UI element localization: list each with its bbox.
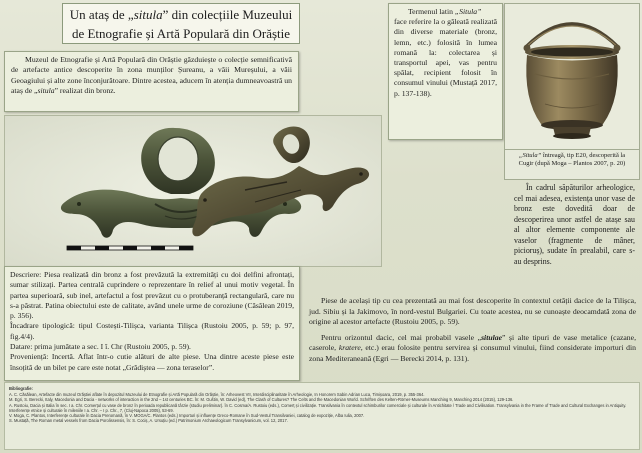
artifact-side-view: [192, 127, 381, 237]
excavation-paragraph: În cadrul săpăturilor arheologice, cel mai adesea, existența unor vase de bronz este dovedită doar de descoperirea unor astfel de atașe sau al altor elemente componente ale vaselor (fragmente de mâner, picioruș), sudate în prealabil, care s-au desprins.: [514, 183, 635, 266]
artifact-photo: [4, 115, 382, 267]
wine-consumption-paragraph: Pentru orizontul dacic, cel mai probabil vasele „situlae” și alte tipuri de vase metalice (cazane, caserole, kratere, etc.) erau folosite pentru servirea și consumul vinului, fiind considerate importuri din zona Mediteraneană (Egri — Berecki 2014, p. 131).: [309, 332, 636, 363]
bibliography-entry: V. Moga, C. Plantos, Interferențe culturale în Dacia Preromană, în V. MOGA/C. Plantos (eds.) Importuri și influențe Greco-Romane în Sud-Vestul Transilvaniei, catalog de expoziție, Alba Iulia, 2007.: [9, 413, 365, 419]
situla-vessel-photo: [504, 3, 640, 150]
bibliography: [4, 382, 640, 450]
provenance-text: Proveniență: Incertă. Aflat într-o cutie alături de alte piese. Una dintre aceste piese este însoțită de un bilet pe care este notat „Grădiștea — zona teraselor”.: [10, 352, 294, 372]
context-paragraphs: [305, 296, 640, 374]
bibliography-heading: Bibliografie:: [9, 386, 33, 391]
bibliography-entry: A. C. Căsălean, Artefacte din muzeul Orăștiei aflate în depozitul Muzeului de Etnografie și Artă Populară din Orăștie, în: Arheovest VII, Interdisciplinaritate în Arheologie, In Honorem Sabin Adrian Luca, Timișoara, 2019, p. 355-364.: [9, 392, 425, 398]
tilisca-paragraph: Piese de același tip cu cea prezentată au mai fost descoperite în contextul cetății dacice de la Tilișca, jud. Sibiu și la Jakimovo, în nord-vestul Bulgariei. Cu toate acestea, nu se cunoaște deocamdată zona de origine al acestor artefacte (Rustoiu 2005, p. 59).: [309, 296, 636, 327]
dating-text: Datare: prima jumătate a sec. I î. Chr (Rustoiu 2005, p. 59).: [10, 342, 191, 352]
intro-paragraph: Muzeul de Etnografie și Artă Populară din Orăștie găzduiește o colecție semnificativă de artefacte antice descoperite în zona munților Șureanu, a văii Mureșului, a văii Geoagiului și alte zone înconjurătoare. Dintre acestea, aducem în atenția dumneavoastră un ataș de „situla” realizat din bronz.: [4, 51, 299, 112]
artifact-description: [4, 266, 300, 381]
bibliography-entry: M. Egri, S. Berecki, Italy, Macedonia and Dacia - networks of interaction in the 2nd – 1st centuries BC. În: M. Guštin, W. David (ed), The Clash of Cultures? The Celts and the Macedonian World. Schriften des Kelten-Römer-Museums Manching 9, Manching 2014 (2015), 129-136.: [9, 397, 514, 403]
typology-text: Încadrare tipologică: tipul Costești-Tilișca, varianta Tilișca (Rustoiu 2005, p. 59; p. 97, fig.4/4).: [10, 321, 294, 341]
description-text: Descriere: Piesa realizată din bronz a fost prevăzută la extremități cu doi delfini afrontați, sumar stilizați. Partea centrală cuprindere o reprezentare în relief al unui motiv vegetal. În partea superioară, sub inel, artefactul a fost prevăzut cu o protuberanță rectangulară, care nu s-a păstrat. Patina obiectului este de calitate, având unele urme de coroziune (Căsălean 2019, p. 356).: [10, 270, 294, 321]
bibliography-entry: A. Rustoiu, Dacia și Italia în sec. I a. Chr. Comerțul cu vase de bronz în perioada republicană târzie (studiu preliminar). în C. Cosma/A. Rustoiu (eds.), Comerț și civilizație. Transilvania în contextul schimburilor comerciale și culturale în Antichitate / Trade and Civilisation. Transylvania in the Frame of Trade and Cultural Exchanges in Antiquity. Interferențe etnice și culturale în mileniile I a. Chr. – I p. Chr., 7, (Cluj-Napoca 2005), 53-69.: [9, 402, 627, 413]
vessel-photo-caption: „Situla” întreagă, tip E20, descoperită la Cugir (după Moga – Plantos 2007, p. 20): [504, 150, 640, 180]
situla-definition: Termenul latin „Situla” face referire la o găleată realizată din diverse materiale (bronz, lemn, etc.) folosită în lumea romană la: colectarea și transportul apei, vas pentru spălat, recipient folosit în consumul vinului (Mustață 2017, p. 137-138).: [388, 3, 503, 140]
page-title: Un ataș de „situla” din colecțiile Muzeului de Etnografie și Artă Populară din Orăștie: [62, 3, 300, 44]
scale-bar: [67, 246, 193, 250]
bibliography-entry: S. Mustață, The Roman metal vessels from Dacia Porolissensis, în: S. Cociș, A. Ursuțiu (ed.) Patrimonium Archaeologicum Transylvanicum, vol. 12, 2017.: [9, 418, 288, 424]
